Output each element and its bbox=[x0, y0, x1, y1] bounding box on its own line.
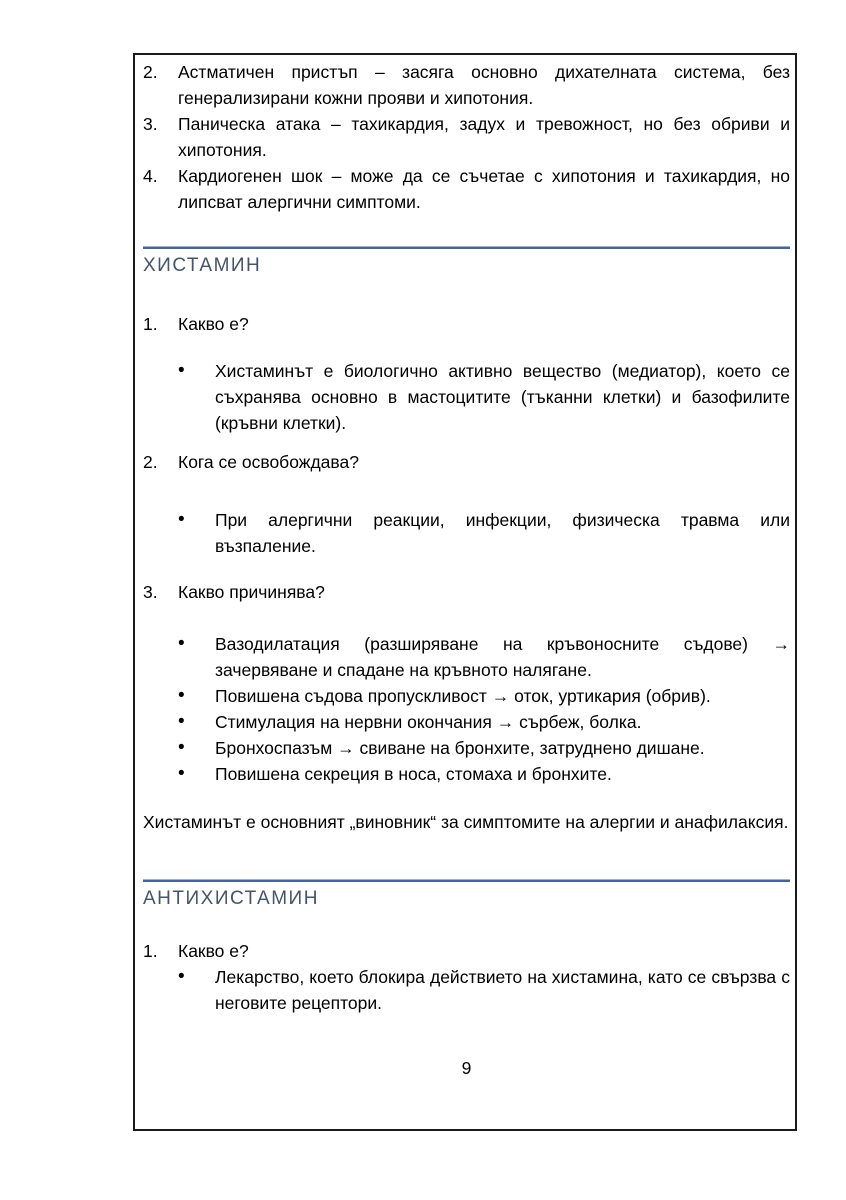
bullet-marker: • bbox=[178, 685, 185, 706]
item-text: Паническа атака – тахикардия, задух и тревожност, но без обриви и хипотония. bbox=[178, 114, 790, 160]
bullet-item bbox=[143, 683, 790, 709]
item-text: Кардиогенен шок – може да се съчетае с хипотония и тахикардия, но липсват алергични симптоми. bbox=[178, 166, 790, 212]
numbered-item bbox=[143, 163, 790, 215]
bullet-text: Повишена секреция в носа, стомаха и бронхите. bbox=[215, 764, 612, 784]
page-number: 9 bbox=[461, 1058, 472, 1078]
question-label: Какво причинява? bbox=[178, 582, 325, 602]
section-divider-rule bbox=[143, 879, 790, 882]
bullet-item bbox=[143, 507, 790, 559]
bullet-item bbox=[143, 735, 790, 761]
bullet-item bbox=[143, 709, 790, 735]
bullet-text: Бронхоспазъм → свиване на бронхите, затруднено дишане. bbox=[215, 738, 705, 758]
bullet-marker: • bbox=[178, 966, 185, 987]
bullet-text: Вазодилатация (разширяване на кръвоносните съдове) → зачервяване и спадане на кръвното налягане. bbox=[215, 634, 790, 680]
bullet-marker: • bbox=[178, 763, 185, 784]
section-heading-antihistamine: АНТИХИСТАМИН bbox=[143, 888, 319, 909]
bullet-text: Хистаминът е биологично активно вещество (медиатор), което се съхранява основно в мастоцитите (тъканни клетки) и базофилите (кръвни клетки). bbox=[215, 361, 790, 433]
item-marker: 1. bbox=[143, 314, 158, 334]
bullet-marker: • bbox=[178, 633, 185, 654]
document-page bbox=[133, 53, 797, 1131]
item-text: Астматичен пристъп – засяга основно дихателната система, без генерализирани кожни прояви и хипотония. bbox=[178, 62, 790, 108]
bullet-text: Повишена съдова пропускливост → оток, уртикария (обрив). bbox=[215, 686, 711, 706]
item-marker: 2. bbox=[143, 62, 158, 82]
item-marker: 3. bbox=[143, 114, 158, 134]
bullet-item bbox=[143, 761, 790, 787]
numbered-item bbox=[143, 59, 790, 111]
item-marker: 3. bbox=[143, 582, 158, 602]
bullet-marker: • bbox=[178, 711, 185, 732]
section-heading-histamine: ХИСТАМИН bbox=[143, 255, 262, 276]
bullet-marker: • bbox=[178, 509, 185, 530]
item-marker: 2. bbox=[143, 452, 158, 472]
question-item bbox=[143, 579, 790, 605]
question-item bbox=[143, 449, 790, 475]
summary-paragraph: Хистаминът е основният „виновник“ за симптомите на алергии и анафилаксия. bbox=[143, 812, 789, 832]
item-marker: 4. bbox=[143, 166, 158, 186]
section-divider-rule bbox=[143, 246, 790, 249]
bullet-item bbox=[143, 358, 790, 436]
bullet-item bbox=[143, 631, 790, 683]
question-label: Кога се освобождава? bbox=[178, 452, 359, 472]
numbered-item bbox=[143, 111, 790, 163]
bullet-text: Лекарство, което блокира действието на хистамина, като се свързва с неговите рецептори. bbox=[215, 967, 790, 1013]
question-item bbox=[143, 311, 790, 337]
question-item bbox=[143, 938, 790, 964]
question-label: Какво е? bbox=[178, 941, 249, 961]
bullet-text: При алергични реакции, инфекции, физическа травма или възпаление. bbox=[215, 510, 790, 556]
bullet-text: Стимулация на нервни окончания → сърбеж, болка. bbox=[215, 712, 642, 732]
bullet-marker: • bbox=[178, 737, 185, 758]
bullet-marker: • bbox=[178, 360, 185, 381]
question-label: Какво е? bbox=[178, 314, 249, 334]
item-marker: 1. bbox=[143, 941, 158, 961]
bullet-item bbox=[143, 964, 790, 1016]
